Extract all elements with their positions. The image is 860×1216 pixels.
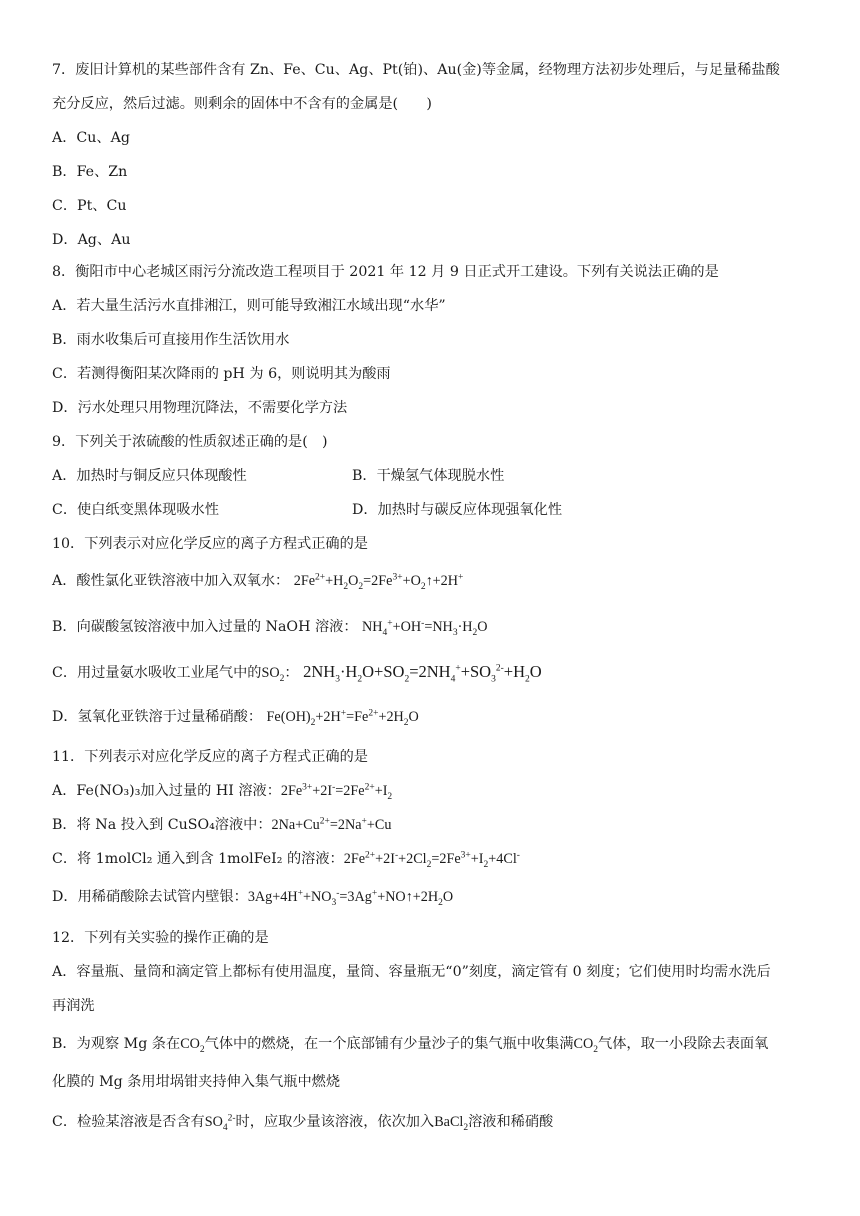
q7-option-d: D．Ag、Au xyxy=(52,232,131,248)
q11-option-b-text: B．将 Na 投入到 CuSO₄溶液中： xyxy=(52,817,272,833)
q10-option-c-text: C．用过量氨水吸收工业尾气中的 xyxy=(52,665,262,681)
q12-stem: 12．下列有关实验的操作正确的是 xyxy=(52,930,269,946)
q7-stem-line1: 7．废旧计算机的某些部件含有 Zn、Fe、Cu、Ag、Pt(铂)、Au(金)等金属，经物理方法初步处理后，与足量稀盐酸 xyxy=(52,62,780,78)
q7-option-b: B．Fe、Zn xyxy=(52,164,128,180)
q11-option-c xyxy=(52,849,822,869)
q9-option-a: A．加热时与铜反应只体现酸性 xyxy=(52,468,247,484)
q7-option-a: A．Cu、Ag xyxy=(52,130,130,146)
q12-option-b-text-3: 气体，取一小段除去表面氧 xyxy=(598,1036,769,1052)
q12-option-c-text-2: 时，应取少量该溶液，依次加入 xyxy=(235,1114,435,1130)
q12-option-c-sulfate: $SO_4^{2-}$ xyxy=(204,1113,236,1133)
q10-option-c xyxy=(52,662,822,683)
q10-option-c-equation: $2NH_3\cdot H_2O+SO_2=2NH_4^++SO_3^{2-}+H_2O$ xyxy=(303,662,542,685)
q7-stem-line2: 充分反应，然后过滤。则剩余的固体中不含有的金属是( ) xyxy=(52,96,432,112)
q8-option-d: D．污水处理只用物理沉降法，不需要化学方法 xyxy=(52,400,348,416)
q11-option-d-text: D．用稀硝酸除去试管内壁银： xyxy=(52,889,248,905)
q12-option-c-text-1: C．检验某溶液是否含有 xyxy=(52,1114,205,1130)
q11-option-d xyxy=(52,887,822,907)
q12-option-b-line1 xyxy=(52,1034,822,1054)
q12-option-a-line2: 再润洗 xyxy=(52,998,95,1014)
q11-option-a-equation: $2Fe^{3+}+2I^-=2Fe^{2+}+I_2$ xyxy=(280,782,393,802)
q12-option-a-line1: A．容量瓶、量筒和滴定管上都标有使用温度，量筒、容量瓶无“0”刻度，滴定管有 0 刻度；它们使用时均需水洗后 xyxy=(52,964,771,980)
q7-option-c: C．Pt、Cu xyxy=(52,198,127,214)
q10-option-b-text: B．向碳酸氢铵溶液中加入过量的 NaOH 溶液： xyxy=(52,619,358,635)
q11-option-b xyxy=(52,815,822,835)
q10-option-b-equation: $NH_4^++OH^-=NH_3\cdot H_2O$ xyxy=(362,618,488,638)
q8-option-c: C．若测得衡阳某次降雨的 pH 为 6，则说明其为酸雨 xyxy=(52,366,391,382)
q12-option-c xyxy=(52,1112,822,1132)
q10-option-b xyxy=(52,617,822,637)
q10-option-d xyxy=(52,707,822,727)
q9-option-c: C．使白纸变黑体现吸水性 xyxy=(52,502,219,518)
q10-stem: 10．下列表示对应化学反应的离子方程式正确的是 xyxy=(52,536,368,552)
q10-option-d-text: D．氢氧化亚铁溶于过量稀硝酸： xyxy=(52,709,263,725)
q11-option-b-equation: $2Na+Cu^{2+}=2Na^++Cu$ xyxy=(271,816,392,833)
q11-option-c-equation: $2Fe^{2+}+2I^-+2Cl_2=2Fe^{3+}+I_2+4Cl^-$ xyxy=(343,850,520,870)
q12-option-b-line2: 化膜的 Mg 条用坩埚钳夹持伸入集气瓶中燃烧 xyxy=(52,1074,341,1090)
q11-stem: 11．下列表示对应化学反应的离子方程式正确的是 xyxy=(52,749,368,765)
q8-option-a: A．若大量生活污水直排湘江，则可能导致湘江水域出现“水华” xyxy=(52,298,446,314)
q12-option-b-text-1: B．为观察 Mg 条在 xyxy=(52,1036,181,1052)
q12-option-c-text-3: 溶液和稀硝酸 xyxy=(468,1114,554,1130)
q10-option-a-equation: $2Fe^{2+}+H_2O_2=2Fe^{3+}+O_2↑+2H^+$ xyxy=(293,572,464,592)
q8-option-b: B．雨水收集后可直接用作生活饮用水 xyxy=(52,332,290,348)
q11-option-d-equation: $3Ag+4H^++NO_3^-=3Ag^++NO↑+2H_2O$ xyxy=(247,888,454,908)
q10-option-c-so2: $SO_2$： xyxy=(261,665,299,684)
q11-option-c-text: C．将 1molCl₂ 通入到含 1molFeI₂ 的溶液： xyxy=(52,851,344,867)
q9-option-d: D．加热时与碳反应体现强氧化性 xyxy=(352,502,563,518)
q12-option-b-text-2: 气体中的燃烧，在一个底部铺有少量沙子的集气瓶中收集满 xyxy=(204,1036,574,1052)
q9-option-b: B．干燥氢气体现脱水性 xyxy=(352,468,505,484)
q8-stem: 8．衡阳市中心老城区雨污分流改造工程项目于 2021 年 12 月 9 日正式开工建设。下列有关说法正确的是 xyxy=(52,264,719,280)
q10-option-a xyxy=(52,571,822,591)
q10-option-d-equation: $Fe(OH)_2+2H^+=Fe^{2+}+2H_2O$ xyxy=(266,708,419,728)
q12-option-b-co2-1: $CO_2$ xyxy=(180,1036,205,1055)
q10-option-a-text: A．酸性氯化亚铁溶液中加入双氧水： xyxy=(52,573,290,589)
q11-option-a xyxy=(52,781,822,801)
q12-option-c-bacl2: BaCl$_2$ xyxy=(434,1114,469,1133)
q9-stem: 9．下列关于浓硫酸的性质叙述正确的是( ) xyxy=(52,434,328,450)
q11-option-a-text: A．Fe(NO₃)₃加入过量的 HI 溶液： xyxy=(52,783,281,799)
q12-option-b-co2-2: $CO_2$ xyxy=(573,1036,599,1055)
